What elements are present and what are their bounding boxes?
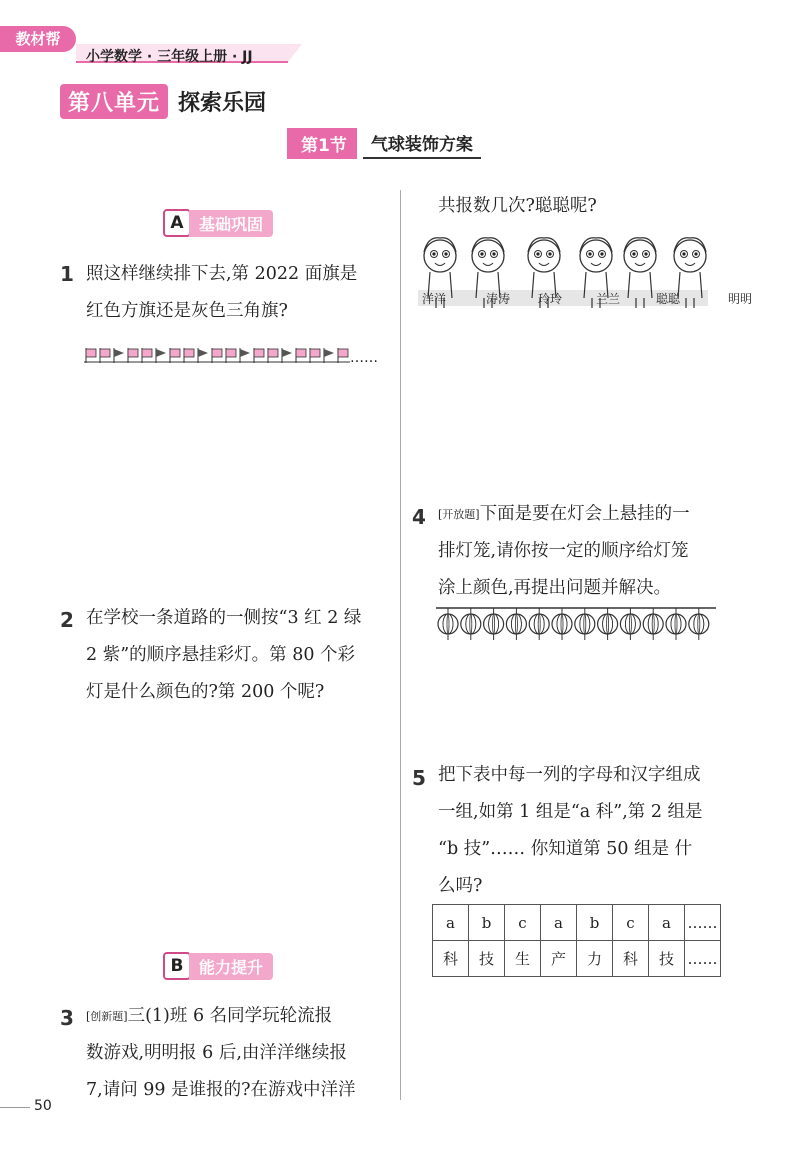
kid-name-label: 玲玲 — [538, 292, 563, 306]
lantern — [506, 608, 526, 640]
table-cell: …… — [685, 905, 721, 941]
letter-table — [432, 904, 721, 977]
red-square-flag — [184, 349, 194, 357]
gray-triangle-flag — [282, 349, 292, 357]
badge-b-letter: B — [163, 952, 191, 980]
table-cell: 力 — [577, 941, 613, 977]
kid-name-label: 涛涛 — [486, 292, 511, 306]
unit-title: 探索乐园 — [178, 91, 267, 116]
lantern — [598, 608, 618, 640]
unit-label: 第八单元 — [60, 84, 168, 119]
table-cell: 产 — [541, 941, 577, 977]
gray-triangle-flag — [198, 349, 208, 357]
table-cell: b — [469, 905, 505, 941]
red-square-flag — [128, 349, 138, 357]
lantern — [643, 608, 663, 640]
red-square-flag — [226, 349, 236, 357]
lantern — [666, 608, 686, 640]
q1-line: 照这样继续排下去,第 2022 面旗是 — [86, 264, 358, 284]
q3-number: 3 — [60, 1006, 74, 1030]
q3-tag: [创新题] — [86, 1010, 128, 1023]
q1-number: 1 — [60, 262, 74, 286]
table-cell: a — [649, 905, 685, 941]
kid-name-label: 明明 — [728, 292, 753, 306]
table-cell: 科 — [613, 941, 649, 977]
q5-line: 么吗? — [438, 876, 483, 896]
q4-number: 4 — [412, 505, 426, 529]
lantern — [620, 608, 640, 640]
gray-triangle-flag — [324, 349, 334, 357]
q2-line: 在学校一条道路的一侧按“3 红 2 绿 — [86, 608, 362, 628]
q2-number: 2 — [60, 608, 74, 632]
q2-line: 灯是什么颜色的?第 200 个呢? — [86, 682, 325, 702]
q2-line: 2 紫”的顺序悬挂彩灯。第 80 个彩 — [86, 645, 356, 665]
badge-basic — [163, 209, 273, 237]
red-square-flag — [338, 349, 348, 357]
table-cell: b — [577, 905, 613, 941]
lantern — [689, 608, 709, 640]
kids-drawing — [418, 228, 763, 318]
q1-text — [86, 256, 396, 330]
q3-line: 7,请问 99 是谁报的?在游戏中洋洋 — [86, 1080, 356, 1100]
q5-text — [438, 757, 758, 905]
q3-continued: 共报数几次?聪聪呢? — [438, 196, 597, 216]
lantern — [529, 608, 549, 640]
red-square-flag — [212, 349, 222, 357]
lantern-row — [436, 604, 716, 644]
badge-advanced — [163, 952, 273, 980]
table-cell: c — [505, 905, 541, 941]
kid-name-label: 兰兰 — [596, 292, 621, 306]
red-square-flag — [86, 349, 96, 357]
kid-name-label: 聪聪 — [656, 292, 681, 306]
badge-b-text: 能力提升 — [189, 953, 273, 980]
table-cell: 科 — [433, 941, 469, 977]
lantern — [552, 608, 572, 640]
kid-name-label: 洋洋 — [422, 292, 447, 306]
brand-tag: 教材帮 — [0, 26, 76, 52]
red-square-flag — [254, 349, 264, 357]
q5-line: “b 技”…… 你知道第 50 组是 什 — [438, 839, 693, 859]
q4-line: 涂上颜色,再提出问题并解决。 — [438, 578, 672, 598]
gray-triangle-flag — [114, 349, 124, 357]
lantern — [438, 608, 458, 640]
red-square-flag — [142, 349, 152, 357]
table-cell: a — [433, 905, 469, 941]
q4-line: 排灯笼,请你按一定的顺序给灯笼 — [438, 541, 689, 561]
lantern — [575, 608, 595, 640]
section-heading — [287, 128, 481, 159]
q5-line: 把下表中每一列的字母和汉字组成 — [438, 765, 701, 785]
red-square-flag — [170, 349, 180, 357]
badge-a-text: 基础巩固 — [189, 210, 273, 237]
q5-line: 一组,如第 1 组是“a 科”,第 2 组是 — [438, 802, 703, 822]
flag-row — [84, 342, 350, 366]
lantern — [461, 608, 481, 640]
q3-line: [创新题]三(1)班 6 名同学玩轮流报 — [86, 1006, 333, 1026]
page-number: 50 — [34, 1098, 52, 1114]
red-square-flag — [310, 349, 320, 357]
flag-ellipsis: …… — [350, 350, 378, 366]
kids-illustration — [418, 228, 763, 318]
gray-triangle-flag — [156, 349, 166, 357]
section-title: 气球装饰方案 — [363, 128, 481, 159]
badge-a-letter: A — [163, 209, 191, 237]
table-cell: c — [613, 905, 649, 941]
q3-line: 数游戏,明明报 6 后,由洋洋继续报 — [86, 1043, 347, 1063]
table-cell: a — [541, 905, 577, 941]
section-label: 第1节 — [287, 128, 357, 159]
table-cell: …… — [685, 941, 721, 977]
q4-tag: [开放题] — [438, 508, 480, 521]
column-divider — [400, 190, 401, 1100]
q2-text — [86, 600, 396, 711]
q5-number: 5 — [412, 766, 426, 790]
lantern — [484, 608, 504, 640]
red-square-flag — [268, 349, 278, 357]
gray-triangle-flag — [240, 349, 250, 357]
q4-text: [开放题]下面是要在灯会上悬挂的一 排灯笼,请你按一定的顺序给灯笼 涂上颜色,再提出问题并解决。 — [438, 496, 758, 607]
q1-line: 红色方旗还是灰色三角旗? — [86, 301, 288, 321]
page-line — [0, 1107, 30, 1108]
red-square-flag — [100, 349, 110, 357]
table-cell: 技 — [649, 941, 685, 977]
red-square-flag — [296, 349, 306, 357]
q3-text — [86, 998, 398, 1109]
unit-heading — [60, 84, 266, 119]
book-title: 小学数学 · 三年级上册 · JJ — [86, 49, 253, 65]
table-cell: 技 — [469, 941, 505, 977]
table-cell: 生 — [505, 941, 541, 977]
